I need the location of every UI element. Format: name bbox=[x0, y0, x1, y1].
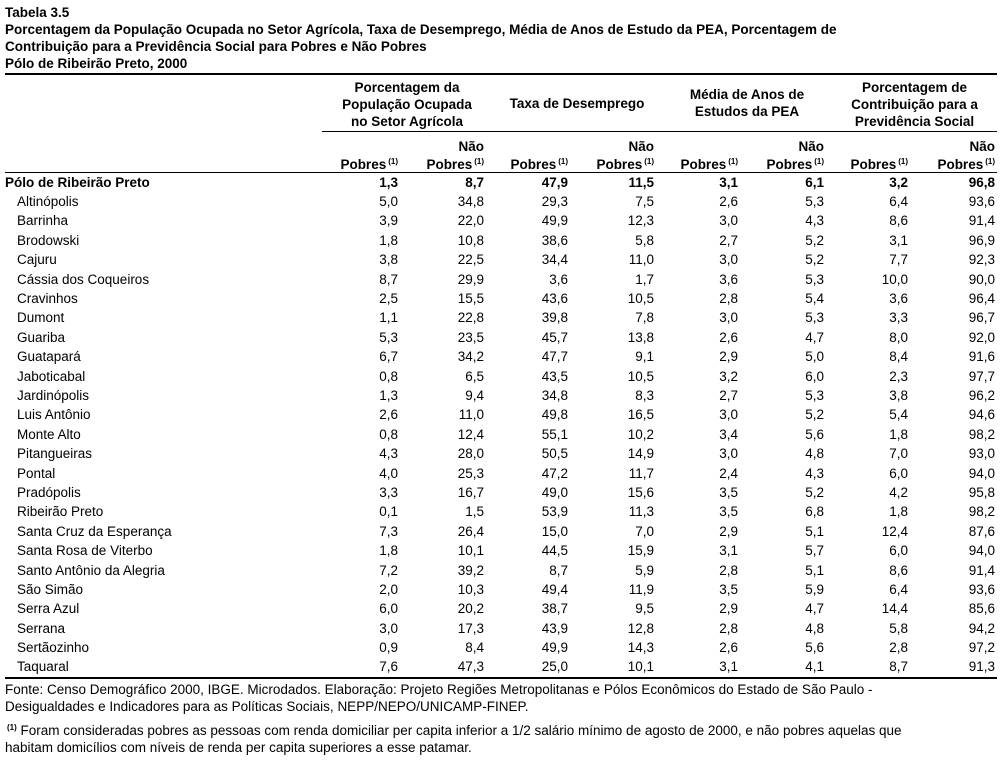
cell: 8,4 bbox=[889, 349, 908, 365]
cell: 15,0 bbox=[541, 523, 568, 539]
cell: 1,5 bbox=[465, 504, 484, 520]
cell: 2,3 bbox=[889, 368, 908, 384]
row-name: Brodowski bbox=[17, 232, 80, 248]
cell: 96,2 bbox=[968, 387, 995, 403]
cell: 96,4 bbox=[968, 291, 995, 307]
cell: 7,5 bbox=[635, 194, 654, 210]
cell: 38,6 bbox=[541, 232, 568, 248]
cell: 4,7 bbox=[805, 329, 824, 345]
row-name: Santa Cruz da Esperança bbox=[17, 523, 172, 539]
cell: 2,9 bbox=[719, 601, 738, 617]
table-row bbox=[5, 289, 997, 308]
table-row bbox=[5, 211, 997, 230]
cell: 1,3 bbox=[379, 174, 398, 190]
cell: 10,5 bbox=[627, 368, 654, 384]
cell: 14,9 bbox=[627, 446, 654, 462]
group-header-agricola: Porcentagem da População Ocupada no Setor Agrícola bbox=[322, 74, 492, 132]
cell: 3,1 bbox=[662, 657, 746, 677]
cell: 2,8 bbox=[719, 291, 738, 307]
cell: 93,6 bbox=[968, 194, 995, 210]
cell: 96,7 bbox=[968, 310, 995, 326]
cell: 98,2 bbox=[968, 504, 995, 520]
cell: 3,0 bbox=[719, 252, 738, 268]
cell: 5,1 bbox=[805, 562, 824, 578]
cell: 5,1 bbox=[805, 523, 824, 539]
cell: 10,2 bbox=[627, 426, 654, 442]
cell: 14,4 bbox=[881, 601, 908, 617]
cell: 7,3 bbox=[379, 523, 398, 539]
cell: 34,8 bbox=[541, 387, 568, 403]
cell: 2,5 bbox=[379, 291, 398, 307]
cell: 8,6 bbox=[889, 562, 908, 578]
row-name: Serrana bbox=[17, 620, 66, 636]
cell: 13,8 bbox=[627, 329, 654, 345]
total-row bbox=[5, 172, 997, 192]
cell: 22,8 bbox=[457, 310, 484, 326]
cell: 53,9 bbox=[541, 504, 568, 520]
table-row bbox=[5, 347, 997, 366]
cell: 3,0 bbox=[719, 446, 738, 462]
cell: 3,6 bbox=[889, 291, 908, 307]
cell: 93,6 bbox=[968, 581, 995, 597]
cell: 12,4 bbox=[457, 426, 484, 442]
cell: 98,2 bbox=[968, 426, 995, 442]
cell: 15,9 bbox=[627, 543, 654, 559]
table-row bbox=[5, 483, 997, 502]
cell: 11,9 bbox=[628, 581, 654, 597]
cell: 7,0 bbox=[889, 446, 908, 462]
cell: 29,3 bbox=[541, 194, 568, 210]
table-row bbox=[5, 599, 997, 618]
cell: 6,0 bbox=[379, 601, 398, 617]
table-row bbox=[5, 580, 997, 599]
cell: 2,4 bbox=[719, 465, 738, 481]
cell: 4,8 bbox=[805, 446, 824, 462]
cell: 92,3 bbox=[968, 252, 995, 268]
table-row bbox=[5, 308, 997, 327]
cell: 49,9 bbox=[541, 640, 568, 656]
row-name: Serra Azul bbox=[17, 601, 80, 617]
cell: 10,3 bbox=[457, 581, 484, 597]
row-name: Jaboticabal bbox=[17, 368, 86, 384]
cell: 5,6 bbox=[805, 640, 824, 656]
cell: 1,8 bbox=[379, 543, 398, 559]
cell: 8,4 bbox=[465, 640, 484, 656]
cell: 4,3 bbox=[379, 446, 398, 462]
row-name: Pólo de Ribeirão Preto bbox=[5, 174, 150, 190]
cell: 6,8 bbox=[805, 504, 824, 520]
cell: 16,7 bbox=[457, 484, 484, 500]
cell: 0,8 bbox=[379, 426, 398, 442]
cell: 6,4 bbox=[889, 194, 908, 210]
cell: 23,5 bbox=[457, 329, 484, 345]
table-title-line: Porcentagem da População Ocupada no Setor Agrícola, Taxa de Desemprego, Média de Anos de Estudo da PEA, Porcentagem de bbox=[5, 22, 837, 37]
cell: 3,5 bbox=[719, 484, 738, 500]
table-number: Tabela 3.5 bbox=[5, 5, 70, 20]
table-row bbox=[5, 405, 997, 424]
cell: 2,6 bbox=[719, 329, 738, 345]
cell: 8,7 bbox=[549, 562, 568, 578]
cell: 3,0 bbox=[719, 213, 738, 229]
col-header-pobres: Pobres $^{(1)}$ bbox=[662, 132, 746, 173]
table-row bbox=[5, 444, 997, 463]
table-row bbox=[5, 522, 997, 541]
row-name: Guariba bbox=[17, 329, 66, 345]
cell: 1,3 bbox=[379, 387, 398, 403]
cell: 8,6 bbox=[889, 213, 908, 229]
cell: 25,0 bbox=[492, 657, 576, 677]
cell: 34,4 bbox=[541, 252, 568, 268]
cell: 90,0 bbox=[968, 271, 995, 287]
cell: 97,7 bbox=[968, 368, 995, 384]
table-row bbox=[5, 560, 997, 579]
cell: 17,3 bbox=[457, 620, 484, 636]
table-row bbox=[5, 231, 997, 250]
cell: 7,8 bbox=[635, 310, 654, 326]
row-name: Pradópolis bbox=[17, 484, 81, 500]
cell: 94,2 bbox=[968, 620, 995, 636]
cell: 7,7 bbox=[889, 252, 908, 268]
cell: 22,0 bbox=[457, 213, 484, 229]
cell: 9,5 bbox=[635, 601, 654, 617]
cell: 25,3 bbox=[457, 465, 484, 481]
cell: 44,5 bbox=[541, 543, 568, 559]
table-row bbox=[5, 425, 997, 444]
cell: 5,3 bbox=[805, 310, 824, 326]
cell: 12,3 bbox=[627, 213, 654, 229]
row-name: Dumont bbox=[17, 310, 65, 326]
cell: 3,4 bbox=[719, 426, 738, 442]
cell: 2,6 bbox=[719, 194, 738, 210]
cell: 43,6 bbox=[541, 291, 568, 307]
cell: 3,3 bbox=[379, 484, 398, 500]
row-name: Taquaral bbox=[5, 657, 322, 677]
cell: 2,0 bbox=[379, 581, 398, 597]
row-name: São Simão bbox=[17, 581, 84, 597]
cell: 8,0 bbox=[889, 329, 908, 345]
table-row bbox=[5, 618, 997, 637]
cell: 49,4 bbox=[541, 581, 568, 597]
cell: 5,9 bbox=[805, 581, 824, 597]
table-row bbox=[5, 366, 997, 385]
group-header-row bbox=[5, 74, 997, 132]
cell: 55,1 bbox=[541, 426, 568, 442]
table-row bbox=[5, 502, 997, 521]
table-row bbox=[5, 638, 997, 657]
cell: 5,0 bbox=[379, 194, 398, 210]
cell: 2,7 bbox=[719, 387, 738, 403]
row-name: Santo Antônio da Alegria bbox=[17, 562, 165, 578]
row-name: Luis Antônio bbox=[17, 407, 91, 423]
cell: 11,0 bbox=[628, 252, 654, 268]
cell: 3,6 bbox=[719, 271, 738, 287]
cell: 5,4 bbox=[889, 407, 908, 423]
cell: 0,9 bbox=[379, 640, 398, 656]
cell: 5,8 bbox=[635, 232, 654, 248]
cell: 8,7 bbox=[465, 174, 484, 190]
footnote-mark: (1) bbox=[7, 722, 17, 732]
cell: 4,1 bbox=[746, 657, 832, 677]
table-row bbox=[5, 192, 997, 211]
cell: 49,0 bbox=[541, 484, 568, 500]
cell: 5,3 bbox=[805, 387, 824, 403]
cell: 3,0 bbox=[719, 407, 738, 423]
table-row bbox=[5, 657, 997, 677]
cell: 85,6 bbox=[968, 601, 995, 617]
cell: 11,5 bbox=[628, 174, 654, 190]
cell: 91,3 bbox=[916, 657, 997, 677]
cell: 10,1 bbox=[576, 657, 662, 677]
cell: 91,4 bbox=[968, 562, 995, 578]
cell: 5,2 bbox=[805, 484, 824, 500]
cell: 5,2 bbox=[805, 407, 824, 423]
cell: 3,5 bbox=[719, 581, 738, 597]
col-header-pobres: Pobres $^{(1)}$ bbox=[322, 132, 406, 173]
row-name: Jardinópolis bbox=[17, 387, 90, 403]
cell: 14,3 bbox=[627, 640, 654, 656]
cell: 10,1 bbox=[457, 543, 484, 559]
cell: 2,8 bbox=[719, 562, 738, 578]
col-header-nao-pobres: Não Pobres $^{(1)}$ bbox=[746, 132, 832, 173]
cell: 7,2 bbox=[379, 562, 398, 578]
cell: 6,0 bbox=[805, 368, 824, 384]
cell: 94,6 bbox=[968, 407, 995, 423]
cell: 3,1 bbox=[719, 543, 738, 559]
cell: 15,6 bbox=[627, 484, 654, 500]
cell: 3,1 bbox=[889, 232, 908, 248]
cell: 3,0 bbox=[719, 310, 738, 326]
cell: 1,8 bbox=[889, 504, 908, 520]
cell: 95,8 bbox=[968, 484, 995, 500]
cell: 50,5 bbox=[541, 446, 568, 462]
cell: 5,7 bbox=[805, 543, 824, 559]
row-name: Guatapará bbox=[17, 349, 81, 365]
cell: 15,5 bbox=[457, 291, 484, 307]
cell: 34,8 bbox=[457, 194, 484, 210]
cell: 12,8 bbox=[627, 620, 654, 636]
row-name: Altinópolis bbox=[17, 194, 79, 210]
cell: 3,2 bbox=[889, 174, 908, 190]
cell: 96,8 bbox=[968, 174, 995, 190]
cell: 96,9 bbox=[968, 232, 995, 248]
cell: 3,3 bbox=[889, 310, 908, 326]
cell: 1,7 bbox=[635, 271, 654, 287]
cell: 39,2 bbox=[457, 562, 484, 578]
cell: 49,9 bbox=[541, 213, 568, 229]
cell: 29,9 bbox=[457, 271, 484, 287]
cell: 6,1 bbox=[805, 174, 824, 190]
cell: 7,6 bbox=[322, 657, 406, 677]
cell: 28,0 bbox=[457, 446, 484, 462]
cell: 5,2 bbox=[805, 232, 824, 248]
cell: 47,9 bbox=[541, 174, 568, 190]
col-header-pobres: Pobres $^{(1)}$ bbox=[492, 132, 576, 173]
cell: 1,8 bbox=[889, 426, 908, 442]
cell: 94,0 bbox=[968, 465, 995, 481]
col-header-pobres: Pobres $^{(1)}$ bbox=[832, 132, 916, 173]
cell: 5,8 bbox=[889, 620, 908, 636]
cell: 3,2 bbox=[719, 368, 738, 384]
cell: 8,7 bbox=[832, 657, 916, 677]
cell: 8,3 bbox=[635, 387, 654, 403]
cell: 0,1 bbox=[379, 504, 398, 520]
table-row bbox=[5, 269, 997, 288]
cell: 5,3 bbox=[805, 194, 824, 210]
cell: 6,7 bbox=[379, 349, 398, 365]
table-row bbox=[5, 250, 997, 269]
table-row bbox=[5, 328, 997, 347]
col-header-nao-pobres: Não Pobres $^{(1)}$ bbox=[406, 132, 492, 173]
row-name: Sertãozinho bbox=[17, 640, 90, 656]
cell: 6,4 bbox=[889, 581, 908, 597]
cell: 12,4 bbox=[881, 523, 908, 539]
row-name: Barrinha bbox=[17, 213, 69, 229]
cell: 5,3 bbox=[805, 271, 824, 287]
cell: 2,9 bbox=[719, 349, 738, 365]
cell: 10,8 bbox=[457, 232, 484, 248]
cell: 49,8 bbox=[541, 407, 568, 423]
cell: 22,5 bbox=[457, 252, 484, 268]
group-header-estudo: Média de Anos de Estudos da PEA bbox=[662, 74, 832, 132]
cell: 2,6 bbox=[379, 407, 398, 423]
cell: 16,5 bbox=[627, 407, 654, 423]
row-name: Santa Rosa de Viterbo bbox=[17, 543, 153, 559]
cell: 91,6 bbox=[968, 349, 995, 365]
table-subtitle: Pólo de Ribeirão Preto, 2000 bbox=[5, 56, 188, 71]
table-row bbox=[5, 463, 997, 482]
table-row bbox=[5, 386, 997, 405]
cell: 2,8 bbox=[719, 620, 738, 636]
cell: 91,4 bbox=[968, 213, 995, 229]
cell: 3,5 bbox=[719, 504, 738, 520]
cell: 34,2 bbox=[457, 349, 484, 365]
cell: 4,3 bbox=[805, 213, 824, 229]
cell: 47,2 bbox=[541, 465, 568, 481]
cell: 9,4 bbox=[465, 387, 484, 403]
cell: 3,0 bbox=[379, 620, 398, 636]
cell: 47,7 bbox=[541, 349, 568, 365]
col-header-nao-pobres: Não Pobres $^{(1)}$ bbox=[576, 132, 662, 173]
cell: 4,2 bbox=[889, 484, 908, 500]
cell: 10,5 bbox=[627, 291, 654, 307]
source-note: Fonte: Censo Demográfico 2000, IBGE. Microdados. Elaboração: Projeto Regiões Metropolitanas e Pólos Econômicos do Estado de São Paulo - Desigualdades e Indicadores para as Políticas Sociais, NEPP/NEPO/UNICAMP-FINEP. bbox=[5, 681, 873, 714]
table-body bbox=[5, 172, 997, 678]
cell: 3,6 bbox=[549, 271, 568, 287]
cell: 10,0 bbox=[881, 271, 908, 287]
cell: 97,2 bbox=[968, 640, 995, 656]
group-header-previdencia: Porcentagem de Contribuição para a Previdência Social bbox=[832, 74, 997, 132]
cell: 2,9 bbox=[719, 523, 738, 539]
cell: 87,6 bbox=[968, 523, 995, 539]
cell: 6,0 bbox=[889, 465, 908, 481]
cell: 38,7 bbox=[541, 601, 568, 617]
data-table bbox=[5, 73, 997, 679]
cell: 1,8 bbox=[379, 232, 398, 248]
cell: 45,7 bbox=[541, 329, 568, 345]
subheader-row bbox=[5, 132, 997, 173]
footnote: $^{(1)}$ Foram consideradas pobres as pessoas com renda domiciliar per capita inferior a 1/2 salário mínimo de agosto de 2000, e não pobres aquelas que habitam domicílios com níveis de renda per capita superiores a esse patamar. bbox=[5, 722, 902, 755]
row-name: Monte Alto bbox=[17, 426, 81, 442]
cell: 3,1 bbox=[719, 174, 738, 190]
cell: 2,6 bbox=[719, 640, 738, 656]
row-name: Cravinhos bbox=[17, 291, 78, 307]
cell: 93,0 bbox=[968, 446, 995, 462]
row-name: Pitangueiras bbox=[17, 446, 93, 462]
cell: 3,9 bbox=[379, 213, 398, 229]
row-name: Cajuru bbox=[17, 252, 57, 268]
cell: 4,0 bbox=[379, 465, 398, 481]
cell: 39,8 bbox=[541, 310, 568, 326]
cell: 92,0 bbox=[968, 329, 995, 345]
cell: 11,0 bbox=[458, 407, 484, 423]
cell: 4,3 bbox=[805, 465, 824, 481]
cell: 7,0 bbox=[635, 523, 654, 539]
cell: 4,7 bbox=[805, 601, 824, 617]
cell: 6,0 bbox=[889, 543, 908, 559]
cell: 47,3 bbox=[406, 657, 492, 677]
cell: 5,0 bbox=[805, 349, 824, 365]
cell: 5,3 bbox=[379, 329, 398, 345]
cell: 2,7 bbox=[719, 232, 738, 248]
cell: 5,6 bbox=[805, 426, 824, 442]
cell: 20,2 bbox=[457, 601, 484, 617]
table-row bbox=[5, 541, 997, 560]
row-name: Cássia dos Coqueiros bbox=[17, 271, 150, 287]
row-name: Ribeirão Preto bbox=[17, 504, 104, 520]
cell: 0,8 bbox=[379, 368, 398, 384]
cell: 5,4 bbox=[805, 291, 824, 307]
cell: 11,3 bbox=[628, 504, 654, 520]
cell: 26,4 bbox=[457, 523, 484, 539]
cell: 43,5 bbox=[541, 368, 568, 384]
cell: 9,1 bbox=[635, 349, 654, 365]
col-header-nao-pobres: Não Pobres $^{(1)}$ bbox=[916, 132, 997, 173]
cell: 5,2 bbox=[805, 252, 824, 268]
table-title-line: Contribuição para a Previdência Social para Pobres e Não Pobres bbox=[5, 39, 427, 54]
cell: 1,1 bbox=[379, 310, 398, 326]
cell: 3,8 bbox=[379, 252, 398, 268]
cell: 43,9 bbox=[541, 620, 568, 636]
cell: 4,8 bbox=[805, 620, 824, 636]
row-name: Pontal bbox=[17, 465, 56, 481]
cell: 2,8 bbox=[889, 640, 908, 656]
cell: 6,5 bbox=[465, 368, 484, 384]
cell: 5,9 bbox=[635, 562, 654, 578]
cell: 11,7 bbox=[628, 465, 654, 481]
table-title-block bbox=[5, 4, 997, 72]
cell: 94,0 bbox=[968, 543, 995, 559]
group-header-desemprego: Taxa de Desemprego bbox=[492, 74, 662, 132]
cell: 8,7 bbox=[379, 271, 398, 287]
cell: 3,8 bbox=[889, 387, 908, 403]
